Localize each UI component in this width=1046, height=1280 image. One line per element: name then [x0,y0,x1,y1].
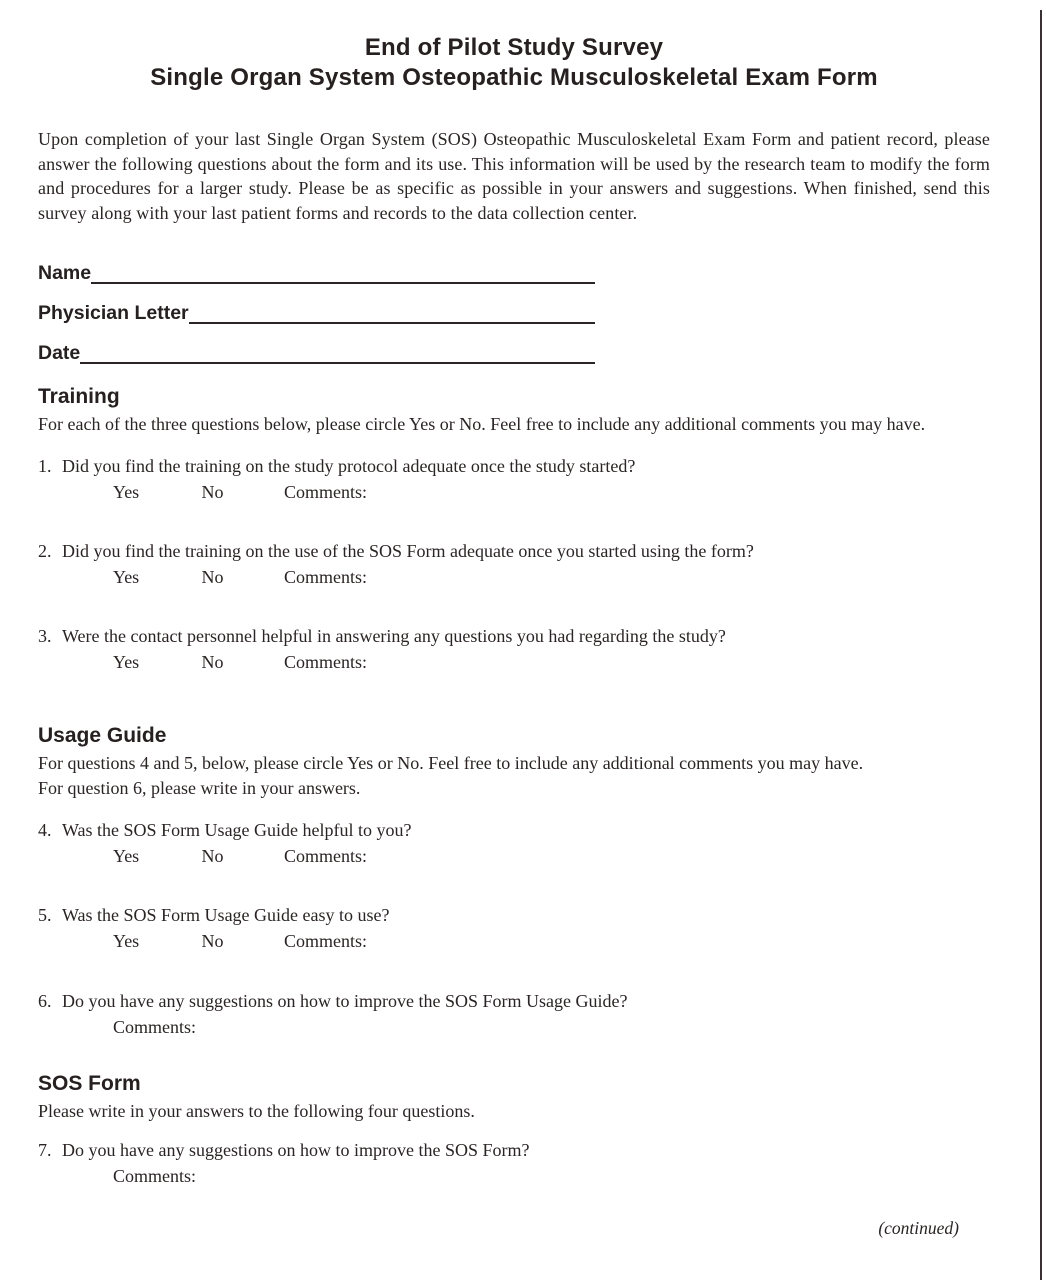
question-1-answers [38,481,990,504]
question-7 [38,1139,990,1188]
question-1-text: Did you find the training on the study protocol adequate once the study started? [62,456,636,476]
question-3-yes-option[interactable]: Yes [113,652,140,672]
question-5-number: 5. [38,905,52,925]
question-5-answers [38,930,990,953]
question-6-answers [38,1016,990,1039]
question-6-number: 6. [38,991,52,1011]
question-7-comments-label: Comments: [113,1166,197,1186]
question-3 [38,625,990,674]
question-2-yes-option[interactable]: Yes [113,567,140,587]
sos-form-instructions: Please write in your answers to the following four questions. [38,1101,475,1121]
question-4 [38,819,990,868]
page-right-rule [1040,10,1042,1280]
question-5-comments-label: Comments: [284,931,368,951]
question-2-number: 2. [38,541,52,561]
question-3-text-row [38,625,990,648]
question-2-no-option[interactable]: No [201,567,224,587]
question-1-no-option[interactable]: No [201,482,224,502]
question-4-comments-label: Comments: [284,846,368,866]
date-field[interactable] [80,341,595,364]
question-2-text: Did you find the training on the use of the SOS Form adequate once you started using the form? [62,541,754,561]
usage-guide-instructions-line-2: For question 6, please write in your answers. [38,778,361,798]
question-5-text: Was the SOS Form Usage Guide easy to use? [62,905,390,925]
section-sos-form [38,1071,990,1188]
question-3-answers [38,651,990,674]
question-3-no-option[interactable]: No [201,652,224,672]
question-6 [38,990,990,1039]
question-5-no-option[interactable]: No [201,931,224,951]
question-7-answers [38,1165,990,1188]
question-1-number: 1. [38,456,52,476]
question-6-comments-label: Comments: [113,1017,197,1037]
question-6-text-row [38,990,990,1013]
title-line-1: End of Pilot Study Survey [364,34,664,61]
question-5-text-row [38,904,990,927]
physician-letter-field[interactable] [189,301,595,324]
section-usage-guide [38,723,990,1039]
question-4-yes-option[interactable]: Yes [113,846,140,866]
question-6-text: Do you have any suggestions on how to improve the SOS Form Usage Guide? [62,991,628,1011]
name-field[interactable] [91,261,595,284]
usage-guide-instructions [38,751,990,801]
question-4-text: Was the SOS Form Usage Guide helpful to you? [62,820,412,840]
question-5 [38,904,990,953]
question-2 [38,540,990,589]
question-2-comments-label: Comments: [284,567,368,587]
question-4-answers [38,845,990,868]
question-2-answers [38,566,990,589]
date-field-row [38,341,595,364]
document-title [38,33,990,93]
question-3-text: Were the contact personnel helpful in answering any questions you had regarding the study? [62,626,726,646]
question-5-yes-option[interactable]: Yes [113,931,140,951]
write-in-fields [38,261,990,364]
question-3-comments-label: Comments: [284,652,368,672]
question-1-comments-label: Comments: [284,482,368,502]
question-1-text-row [38,455,990,478]
question-4-text-row [38,819,990,842]
question-2-text-row [38,540,990,563]
question-7-text: Do you have any suggestions on how to improve the SOS Form? [62,1140,530,1160]
continued-note: (continued) [878,1218,959,1238]
question-1-yes-option[interactable]: Yes [113,482,140,502]
date-label: Date [38,342,81,364]
physician-letter-label: Physician Letter [38,302,189,324]
training-heading: Training [38,385,120,408]
question-4-no-option[interactable]: No [201,846,224,866]
physician-letter-field-row [38,301,595,324]
title-line-2: Single Organ System Osteopathic Musculoskeletal Exam Form [150,64,878,91]
question-1 [38,455,990,504]
question-3-number: 3. [38,626,52,646]
name-label: Name [38,262,92,284]
training-instructions: For each of the three questions below, please circle Yes or No. Feel free to include any additional comments you may have. [38,414,926,434]
question-4-number: 4. [38,820,52,840]
name-field-row [38,261,595,284]
question-7-text-row [38,1139,990,1162]
usage-guide-heading: Usage Guide [38,724,167,747]
usage-guide-instructions-line-1: For questions 4 and 5, below, please circle Yes or No. Feel free to include any additional comments you may have. [38,753,864,773]
question-7-number: 7. [38,1140,52,1160]
intro-paragraph: Upon completion of your last Single Organ System (SOS) Osteopathic Musculoskeletal Exam Form and patient record, please answer the following questions about the form and its use. This information will be used by the research team to modify the form and procedures for a larger study. Please be as specific as possible in your answers and suggestions. When finished, send this survey along with your last patient forms and records to the data collection center. [38,129,990,223]
sos-form-heading: SOS Form [38,1072,141,1095]
section-training [38,384,990,674]
